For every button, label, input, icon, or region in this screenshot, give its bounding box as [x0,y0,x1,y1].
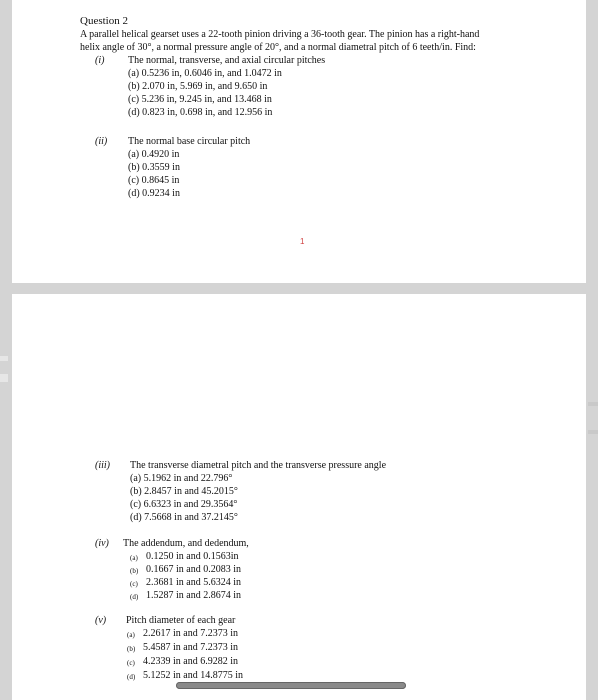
part-ii-option-b: (b) 0.3559 in [128,162,180,173]
part-iv-number: (iv) [95,538,109,549]
part-iv-option-a-letter: (a) [130,554,138,562]
part-v-option-c-letter: (c) [127,659,135,667]
part-iii-option-d: (d) 7.5668 in and 37.2145° [130,512,238,523]
part-iii-option-c: (c) 6.6323 in and 29.3564° [130,499,238,510]
edge-mark [0,356,8,361]
part-ii-option-c: (c) 0.8645 in [128,175,180,186]
part-iv-option-d-letter: (d) [130,593,139,601]
part-iii-prompt: The transverse diametral pitch and the transverse pressure angle [130,460,387,471]
part-v-option-b-letter: (b) [127,645,136,653]
part-iv-option-b: 0.1667 in and 0.2083 in [146,564,241,575]
part-v-option-a: 2.2617 in and 7.2373 in [143,628,238,639]
part-v-option-a-letter: (a) [127,631,135,639]
part-iv-prompt: The addendum, and dedendum, [123,538,249,549]
part-v-option-d: 5.1252 in and 14.8775 in [143,670,243,681]
part-i-option-c: (c) 5.236 in, 9.245 in, and 13.468 in [128,94,272,105]
part-ii-option-a: (a) 0.4920 in [128,149,180,160]
part-i-number: (i) [95,55,105,66]
part-v-option-c: 4.2339 in and 6.9282 in [143,656,238,667]
part-iii-option-a: (a) 5.1962 in and 22.796° [130,473,233,484]
part-iv-option-c: 2.3681 in and 5.6324 in [146,577,241,588]
part-iii-number: (iii) [95,460,110,471]
question-intro-line2: helix angle of 30°, a normal pressure angle of 20°, and a normal diametral pitch of 6 teeth/in. Find: [80,42,476,53]
page-number: 1 [300,237,305,246]
part-iv-option-c-letter: (c) [130,580,138,588]
part-ii-option-d: (d) 0.9234 in [128,188,180,199]
part-i-option-b: (b) 2.070 in, 5.969 in, and 9.650 in [128,81,268,92]
part-iii-option-b: (b) 2.8457 in and 45.2015° [130,486,238,497]
part-i-prompt: The normal, transverse, and axial circular pitches [128,55,326,66]
edge-mark [0,374,8,382]
question-title: Question 2 [80,15,128,27]
question-intro-line1: A parallel helical gearset uses a 22-tooth pinion driving a 36-tooth gear. The pinion has a right-hand [80,29,480,40]
horizontal-scrollbar[interactable] [176,682,406,689]
part-iv-option-d: 1.5287 in and 2.8674 in [146,590,241,601]
part-v-number: (v) [95,615,107,626]
edge-mark [588,402,598,406]
part-ii-number: (ii) [95,136,108,147]
edge-mark [588,430,598,434]
document-page-2 [12,294,586,700]
part-v-prompt: Pitch diameter of each gear [126,615,236,626]
part-iv-option-a: 0.1250 in and 0.1563in [146,551,239,562]
part-ii-prompt: The normal base circular pitch [128,136,251,147]
part-iv-option-b-letter: (b) [130,567,139,575]
part-i-option-d: (d) 0.823 in, 0.698 in, and 12.956 in [128,107,273,118]
part-i-option-a: (a) 0.5236 in, 0.6046 in, and 1.0472 in [128,68,282,79]
part-v-option-b: 5.4587 in and 7.2373 in [143,642,238,653]
part-v-option-d-letter: (d) [127,673,136,681]
